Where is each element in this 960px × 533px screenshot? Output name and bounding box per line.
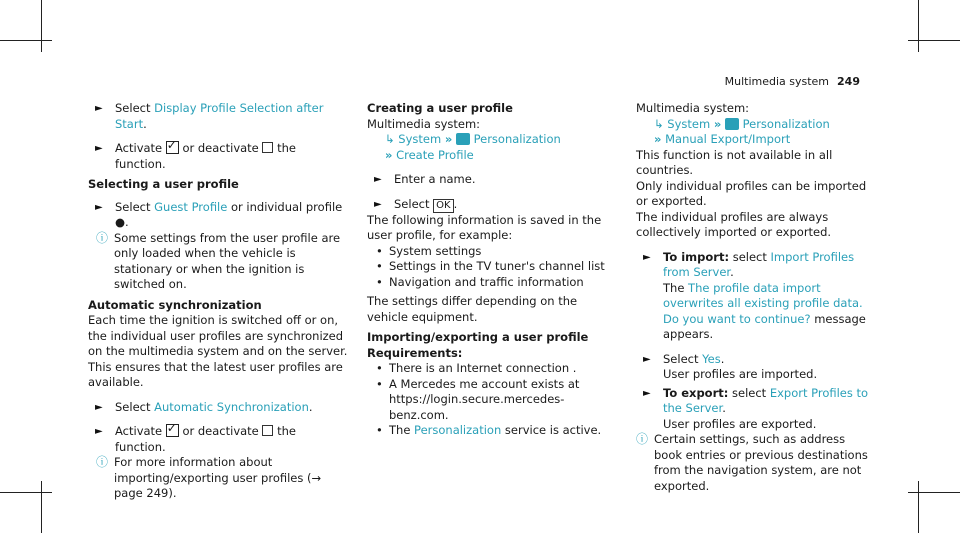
crop-mark — [41, 0, 42, 52]
section-heading: Automatic synchronization — [88, 297, 262, 312]
crop-mark — [908, 40, 960, 41]
menu-path — [636, 132, 876, 148]
paragraph: This function is not available in all countries. — [636, 147, 833, 177]
step: ► Activate ✓ or deactivate the function. — [88, 424, 348, 455]
bullet-icon: • — [376, 376, 383, 391]
step: ► Enter a name. — [374, 172, 476, 186]
menu-link[interactable]: Automatic Synchronization — [154, 399, 309, 414]
list-item: • Settings in the TV tuner's channel list — [376, 259, 605, 273]
step-arrow-icon: ► — [643, 387, 651, 399]
step-arrow-icon: ► — [643, 353, 651, 365]
info-note: ⓘ For more information about importing/exporting user profiles (→ page 249). — [96, 455, 322, 500]
step: ► Select Yes. User profiles are imported. — [643, 351, 818, 381]
menu-link[interactable]: Personalization — [473, 132, 561, 146]
bullet-icon: • — [376, 259, 383, 273]
section-heading: Importing/exporting a user profile — [367, 330, 589, 344]
menu-link[interactable]: Import Profiles from Server — [663, 249, 855, 279]
step: ► Select Guest Profile or individual profile ●. — [95, 199, 343, 229]
column-1 — [88, 101, 348, 502]
dialog-message: The profile data import overwrites all existing profile data. Do you want to continue? — [663, 280, 863, 326]
section-heading: Creating a user profile — [367, 101, 513, 115]
page-header — [725, 75, 860, 88]
list-item: • The Personalization service is active. — [376, 423, 602, 437]
bullet-icon: • — [376, 423, 383, 437]
menu-link[interactable]: Create Profile — [396, 147, 474, 162]
step: ► Select Display Profile Selection after Start. — [95, 101, 324, 131]
section-heading: Selecting a user profile — [88, 177, 239, 191]
menu-link[interactable]: System — [667, 116, 711, 131]
crop-mark — [41, 481, 42, 533]
step: ► Select OK . — [374, 196, 458, 211]
step: ► To export: select Export Profiles to the Server. User profiles are exported. — [643, 385, 869, 431]
paragraph: The individual profiles are always collectively imported or exported. — [636, 209, 832, 239]
paragraph: The settings differ depending on the vehicle equipment. — [367, 294, 578, 324]
list-item: • There is an Internet connection . — [376, 361, 577, 375]
unchecked-box-icon — [262, 425, 273, 436]
info-note: ⓘ Certain settings, such as address book entries or previous destinations from the navigation system, are not exported. — [636, 432, 868, 493]
step-arrow-icon: ► — [643, 251, 651, 263]
section-title: Multimedia system — [724, 75, 830, 88]
paragraph: Multimedia system: — [367, 116, 481, 131]
column-2 — [367, 101, 619, 439]
menu-link[interactable]: Personalization — [414, 423, 502, 437]
step-arrow-icon: ► — [374, 174, 382, 185]
crop-mark — [0, 40, 52, 41]
crop-mark — [918, 0, 919, 52]
info-icon: ⓘ — [636, 432, 649, 446]
double-chevron-icon: » — [385, 147, 393, 162]
double-chevron-icon: » — [654, 132, 662, 146]
paragraph: Multimedia system: — [636, 101, 750, 115]
double-chevron-icon: » — [713, 116, 722, 131]
bullet-icon: • — [376, 361, 383, 375]
menu-link[interactable]: Guest Profile — [154, 199, 228, 214]
list-item: • Navigation and traffic information — [376, 274, 584, 289]
personalization-icon — [456, 133, 470, 145]
menu-link[interactable]: Manual Export/Import — [665, 132, 791, 146]
paragraph: Each time the ignition is switched off or on, the individual user profiles are synchronized on the multimedia system and on the server. This ensures that the latest user profiles are available. — [88, 313, 348, 389]
step: ► To import: select Import Profiles from Server. The The profile data import overwrites all existing profile data. Do you want to continue? message appears. — [643, 249, 866, 341]
menu-link[interactable]: Display Profile Selection after Start — [115, 101, 324, 131]
bullet-icon: • — [376, 274, 383, 289]
checked-box-icon — [166, 141, 179, 154]
unchecked-box-icon — [262, 142, 273, 153]
step-arrow-icon: ► — [95, 143, 103, 154]
info-note: ⓘ Some settings from the user profile are only loaded when the vehicle is stationary or when the ignition is switched on. — [96, 230, 341, 291]
step-arrow-icon: ► — [95, 201, 103, 213]
step-arrow-icon: ► — [95, 103, 103, 114]
crop-mark — [0, 492, 52, 493]
step-arrow-icon: ► — [374, 198, 382, 210]
path-arrow-icon: ↳ — [385, 132, 395, 146]
subheading: Requirements: — [367, 345, 463, 360]
menu-link[interactable]: Personalization — [742, 116, 830, 131]
double-chevron-icon: » — [444, 132, 453, 146]
step: ► Activate ✓ or deactivate the function. — [88, 141, 348, 172]
crop-mark — [918, 481, 919, 533]
step: ► Select Automatic Synchronization. — [95, 399, 313, 414]
menu-path — [636, 117, 876, 133]
menu-link[interactable]: System — [398, 132, 442, 146]
ok-key: OK — [433, 199, 453, 213]
menu-path — [367, 132, 619, 148]
paragraph: The following information is saved in the user profile, for example: — [367, 212, 602, 242]
paragraph: Only individual profiles can be imported or exported. — [636, 178, 867, 208]
list-item: • System settings — [376, 243, 482, 258]
page-number: 249 — [837, 75, 860, 88]
personalization-icon — [725, 118, 739, 130]
step-arrow-icon: ► — [95, 426, 103, 437]
info-icon: ⓘ — [96, 455, 109, 469]
menu-path — [367, 148, 619, 164]
path-arrow-icon: ↳ — [654, 116, 664, 131]
column-3 — [636, 101, 876, 494]
list-item: • A Mercedes me account exists at https://login.secure.mercedes-benz.com. — [376, 376, 580, 422]
checked-box-icon — [166, 424, 179, 437]
info-icon: ⓘ — [96, 230, 109, 245]
bullet-icon: • — [376, 243, 383, 258]
crop-mark — [908, 492, 960, 493]
menu-link[interactable]: Export Profiles to the Server — [663, 385, 869, 415]
menu-link[interactable]: Yes — [702, 351, 721, 366]
step-arrow-icon: ► — [95, 401, 103, 413]
